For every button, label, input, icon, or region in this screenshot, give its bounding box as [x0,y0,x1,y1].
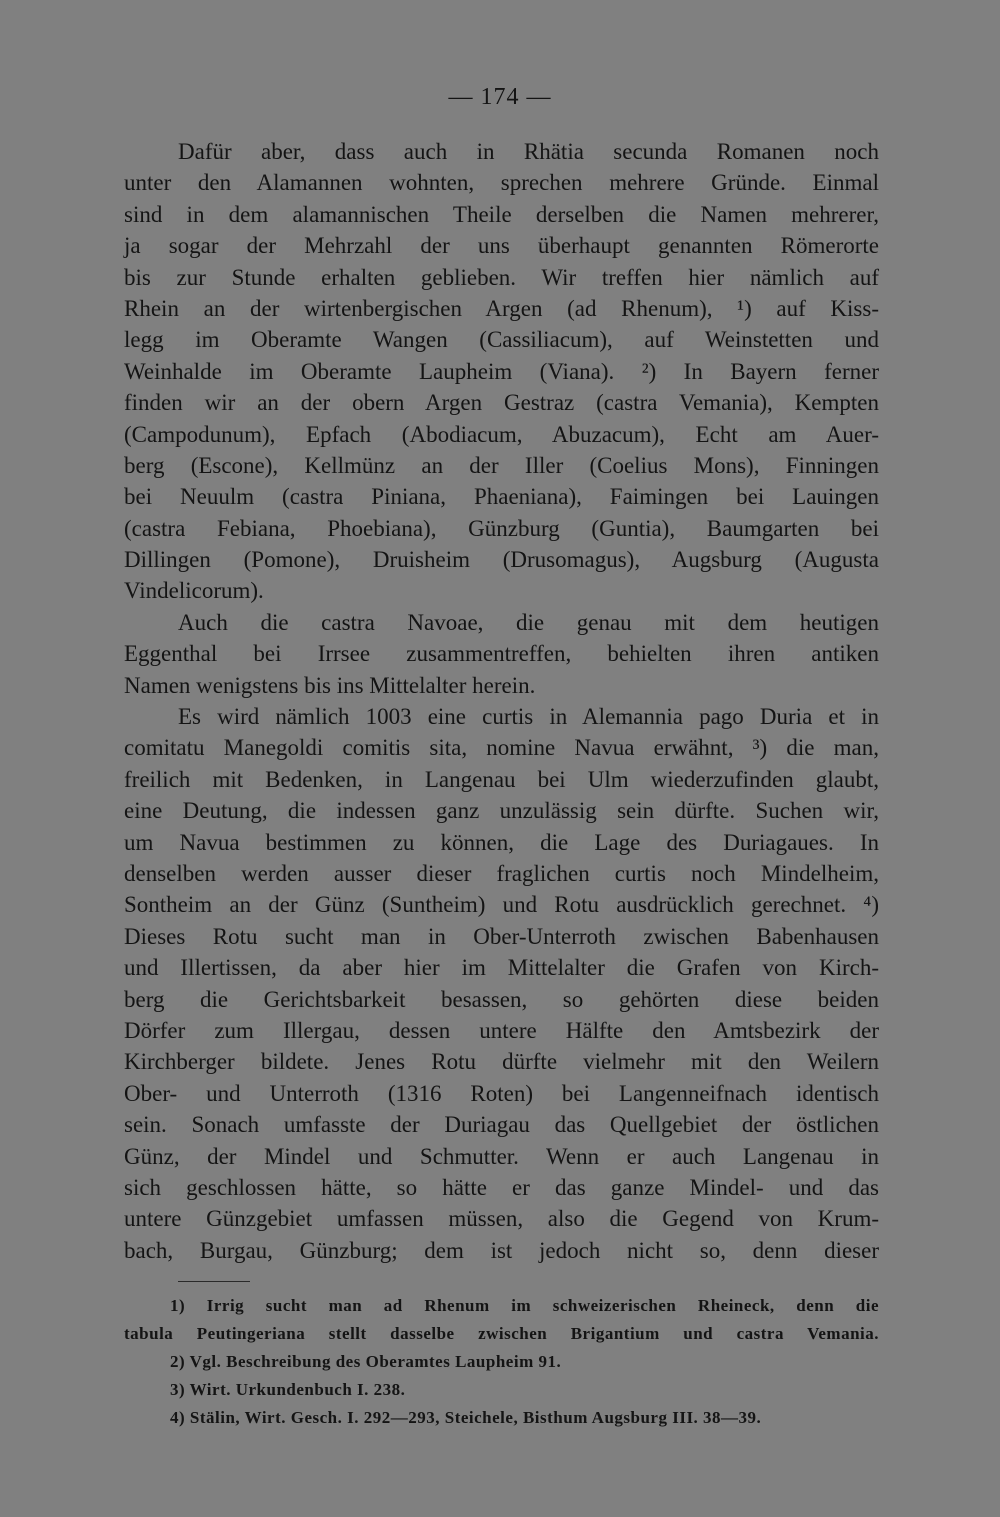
text-line: finden wir an der obern Argen Gestraz (castra Vemania), Kempten [124,390,879,416]
text-line: Dafür aber, dass auch in Rhätia secunda Romanen noch [178,139,879,164]
text-line: Namen wenigstens bis ins Mittelalter herein. [124,672,536,698]
text-line: Ober- und Unterroth (1316 Roten) bei Langenneifnach identisch [124,1080,879,1106]
text-line: Dillingen (Pomone), Druisheim (Drusomagus), Augsburg (Augusta [124,547,879,573]
text-line: untere Günzgebiet umfassen müssen, also die Gegend von Krum- [124,1206,879,1232]
footnote [124,1292,879,1348]
paragraph [124,607,879,701]
text-line: bei Neuulm (castra Piniana, Phaeniana), Faimingen bei Lauingen [124,484,879,510]
paragraph [124,136,879,607]
text-line: Rhein an der wirtenbergischen Argen (ad Rhenum), ¹) auf Kiss- [124,295,879,321]
footnotes [124,1292,879,1432]
text-line: Eggenthal bei Irrsee zusammentreffen, behielten ihren antiken [124,641,879,667]
text-line: (castra Febiana, Phoebiana), Günzburg (Guntia), Baumgarten bei [124,515,879,541]
text-line: Sontheim an der Günz (Suntheim) und Rotu ausdrücklich gerechnet. ⁴) [124,892,879,918]
text-line: sich geschlossen hätte, so hätte er das ganze Mindel- und das [124,1174,879,1200]
text-line: sein. Sonach umfasste der Duriagau das Quellgebiet der östlichen [124,1112,879,1138]
footnote-line: tabula Peutingeriana stellt dasselbe zwischen Brigantium und castra Vemania. [124,1324,879,1343]
footnote-divider [178,1281,250,1282]
text-line: (Campodunum), Epfach (Abodiacum, Abuzacum), Echt am Auer- [124,421,879,447]
text-line: unter den Alamannen wohnten, sprechen mehrere Gründe. Einmal [124,170,879,196]
text-line: Vindelicorum). [124,578,264,604]
text-line: sind in dem alamannischen Theile derselben die Namen mehrerer, [124,201,879,227]
footnote [124,1348,879,1376]
footnote [124,1404,879,1432]
footnote [124,1376,879,1404]
text-line: Dörfer zum Illergau, dessen untere Hälfte den Amtsbezirk der [124,1017,879,1043]
text-line: um Navua bestimmen zu können, die Lage des Duriagaues. In [124,829,879,855]
text-line: bis zur Stunde erhalten geblieben. Wir treffen hier nämlich auf [124,264,879,290]
text-line: Kirchberger bildete. Jenes Rotu dürfte vielmehr mit den Weilern [124,1049,879,1075]
text-line: berg (Escone), Kellmünz an der Iller (Coelius Mons), Finningen [124,452,879,478]
footnote-line: 2) Vgl. Beschreibung des Oberamtes Laupheim 91. [170,1352,562,1371]
text-line: bach, Burgau, Günzburg; dem ist jedoch nicht so, denn dieser [124,1237,879,1263]
footnote-line: 1) Irrig sucht man ad Rhenum im schweizerischen Rheineck, denn die [170,1296,879,1315]
text-line: Günz, der Mindel und Schmutter. Wenn er auch Langenau in [124,1143,879,1169]
text-line: ja sogar der Mehrzahl der uns überhaupt genannten Römerorte [124,233,879,259]
paragraph [124,701,879,1266]
text-line: legg im Oberamte Wangen (Cassiliacum), auf Weinstetten und [124,327,879,353]
text-line: Auch die castra Navoae, die genau mit dem heutigen [178,609,879,635]
text-line: eine Deutung, die indessen ganz unzulässig sein dürfte. Suchen wir, [124,798,879,824]
text-line: berg die Gerichtsbarkeit besassen, so gehörten diese beiden [124,986,879,1012]
text-line: Dieses Rotu sucht man in Ober-Unterroth zwischen Babenhausen [124,923,879,949]
text-line: und Illertissen, da aber hier im Mittelalter die Grafen von Kirch- [124,955,879,981]
text-line: freilich mit Bedenken, in Langenau bei Ulm wiederzufinden glaubt, [124,766,879,792]
text-line: Weinhalde im Oberamte Laupheim (Viana). ²) In Bayern ferner [124,358,879,384]
body-text [124,136,879,1266]
text-line: Es wird nämlich 1003 eine curtis in Alemannia pago Duria et in [178,704,879,730]
page-number: — 174 — [448,84,552,110]
text-line: denselben werden ausser dieser fraglichen curtis noch Mindelheim, [124,860,879,886]
text-line: comitatu Manegoldi comitis sita, nomine Navua erwähnt, ³) die man, [124,735,879,761]
footnote-line: 4) Stälin, Wirt. Gesch. I. 292—293, Steichele, Bisthum Augsburg III. 38—39. [170,1408,762,1427]
footnote-line: 3) Wirt. Urkundenbuch I. 238. [170,1380,406,1399]
